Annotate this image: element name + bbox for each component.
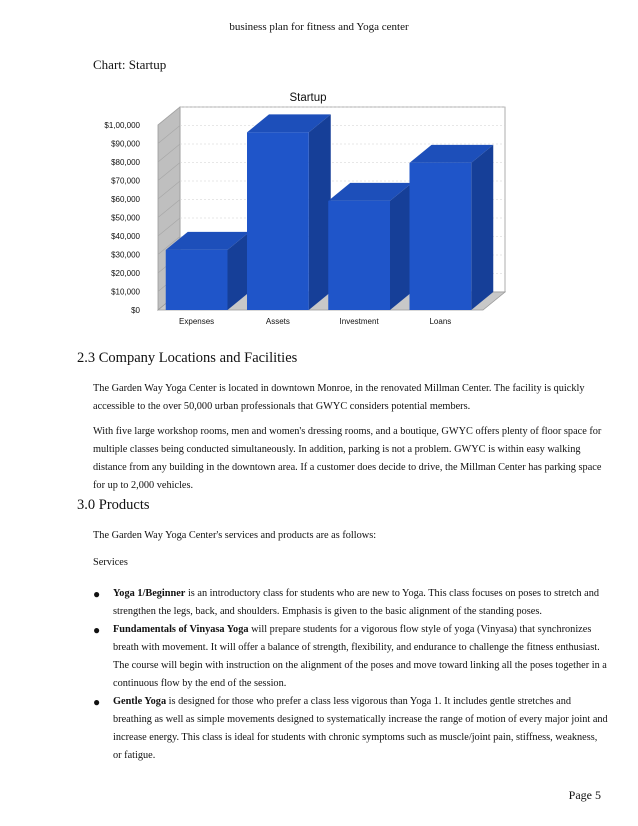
x-tick-label: Expenses [179,317,215,326]
y-tick-label: $90,000 [111,139,140,149]
service-name: Fundamentals of Vinyasa Yoga [113,624,249,635]
service-name: Yoga 1/Beginner [113,588,186,599]
service-description: will prepare students for a vigorous flow style of yoga (Vinyasa) that synchronizes breath with movement. It will offer a balance of strength, flexibility, and endurance to challenge the fitness enthusiast. The course will begin with instruction on the alignment of the poses and move toward linking all the poses together in a continuous flow by the end of the session. [113,624,607,689]
list-item [93,693,608,765]
bar-side [471,145,493,310]
x-tick-label: Assets [265,317,290,326]
bullet-icon: ● [93,695,101,709]
y-tick-label: $0 [131,306,140,315]
service-description: is an introductory class for students who are new to Yoga. This class focuses on poses to stretch and strengthen the legs, back, and shoulders. Emphasis is given to the basic alignment of the standing poses. [113,588,599,617]
services-label: Services [93,557,128,568]
chart-title: Startup [289,92,327,104]
page-number: Page 5 [568,788,601,802]
service-description: is designed for those who prefer a class less vigorous than Yoga 1. It includes gentle stretches and breathing as well as simple movements designed to systematically increase the range of motion of every major joint and increase energy. This class is ideal for students with chronic symptoms such as muscle/joint pain, stiffness, weakness, or fatigue. [113,696,608,761]
services-list [93,585,608,765]
x-tick-label: Loans [429,317,452,326]
bar [410,163,472,310]
section-heading-locations: 2.3 Company Locations and Facilities [77,350,298,366]
list-item [93,621,608,693]
y-tick-label: $20,000 [111,269,140,278]
y-tick-label: $30,000 [111,250,140,260]
startup-bar-chart [88,85,518,340]
y-tick-label: $50,000 [111,213,140,223]
chart-caption: Chart: Startup [93,57,167,72]
y-tick-label: $60,000 [111,195,140,204]
bar-side [390,183,412,310]
y-tick-label: $70,000 [111,176,140,186]
bar-side [309,114,331,310]
bullet-icon: ● [93,623,101,637]
bar [247,132,309,310]
section-heading-products: 3.0 Products [77,497,150,513]
bar [328,201,390,310]
bar [166,250,228,310]
products-intro: The Garden Way Yoga Center's services and products are as follows: [93,530,377,541]
bullet-icon: ● [93,587,101,601]
x-tick-label: Investment [339,317,379,326]
service-name: Gentle Yoga [113,696,167,707]
y-tick-label: $80,000 [111,158,140,167]
paragraph-facilities: With five large workshop rooms, men and women's dressing rooms, and a boutique, GWYC offers plenty of floor space for multiple classes being conducted simultaneously. In addition, parking is not a problem. GWYC is within easy walking distance from any building in the downtown area. If a customer does decide to drive, the Millman Center has parking space for up to 2,000 vehicles. [93,426,602,491]
paragraph-location: The Garden Way Yoga Center is located in downtown Monroe, in the renovated Millman Center. The facility is quickly accessible to the over 50,000 urban professionals that GWYC considers potential members. [93,383,585,412]
y-tick-label: $1,00,000 [104,121,140,130]
list-item [93,585,608,621]
y-tick-label: $40,000 [111,232,140,241]
page-header: business plan for fitness and Yoga center [229,21,409,33]
y-tick-label: $10,000 [111,287,140,297]
